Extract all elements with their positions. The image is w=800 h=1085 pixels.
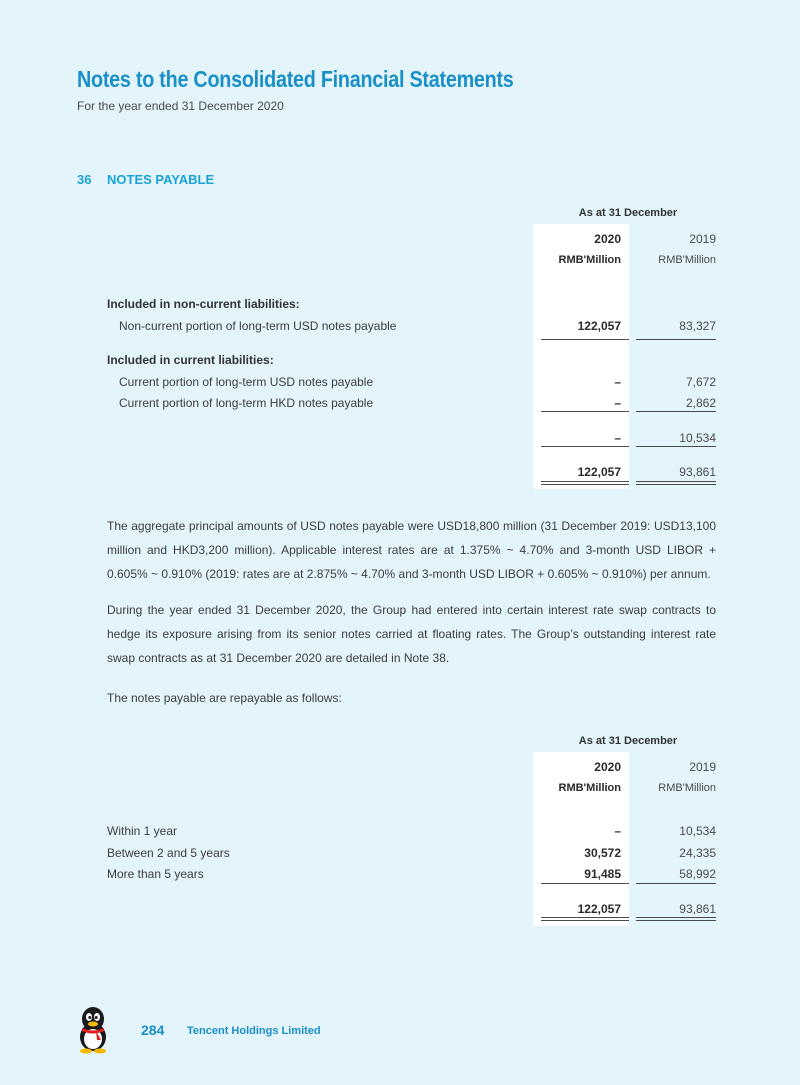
column-unit-2020: RMB'Million [558, 254, 621, 266]
column-unit-2019: RMB'Million [658, 254, 716, 266]
value-2020: 122,057 [577, 319, 621, 333]
row-label: More than 5 years [107, 867, 204, 881]
current-heading: Included in current liabilities: [107, 353, 274, 367]
column-year-2019: 2019 [689, 232, 716, 246]
column-year-2020: 2020 [594, 760, 621, 774]
page-title: Notes to the Consolidated Financial Statements [77, 66, 514, 92]
company-name: Tencent Holdings Limited [187, 1025, 321, 1037]
row-label: Current portion of long-term USD notes payable [119, 375, 374, 389]
section-title: NOTES PAYABLE [107, 172, 215, 187]
non-current-heading: Included in non-current liabilities: [107, 297, 300, 311]
row-label: Non-current portion of long-term USD notes payable [119, 319, 397, 333]
page-subtitle: For the year ended 31 December 2020 [77, 99, 284, 113]
value-2019: 2,862 [685, 396, 716, 410]
value-2019: 7,672 [685, 375, 716, 389]
column-year-2020: 2020 [594, 232, 621, 246]
paragraph-principal-amounts: The aggregate principal amounts of USD notes payable were USD18,800 million (31 December 2019: USD13,100 million and HKD3,200 million). Applicable interest rates are at 1.375% ~ 4.70% and 3-month USD LIBOR + 0.605% ~ 0.910% (2019: rates are at 2.875% ~ 4.70% and 3-month USD LIBOR + 0.605% ~ 0.910%) per annum. [107, 519, 716, 581]
column-unit-2019: RMB'Million [658, 782, 716, 794]
double-rule [541, 917, 629, 921]
value-2020: – [614, 824, 621, 838]
total-2019: 93,861 [679, 465, 716, 479]
value-2019: 10,534 [679, 824, 716, 838]
page-number: 284 [141, 1022, 165, 1038]
rule [541, 883, 629, 884]
rule [541, 446, 629, 447]
rule [636, 339, 716, 340]
row-label: Within 1 year [107, 824, 178, 838]
subtotal-2020: – [614, 431, 621, 445]
value-2020: – [614, 396, 621, 410]
value-2020: – [614, 375, 621, 389]
rule [636, 411, 716, 412]
total-2020: 122,057 [577, 902, 621, 916]
double-rule [541, 481, 629, 485]
rule [636, 883, 716, 884]
column-unit-2020: RMB'Million [558, 782, 621, 794]
column-year-2019: 2019 [689, 760, 716, 774]
section-number: 36 [77, 172, 92, 187]
total-2020: 122,057 [577, 465, 621, 479]
row-label: Between 2 and 5 years [107, 846, 230, 860]
value-2019: 58,992 [679, 867, 716, 881]
row-label: Current portion of long-term HKD notes payable [119, 396, 374, 410]
current-year-column-highlight [533, 752, 629, 926]
rule [541, 411, 629, 412]
value-2019: 83,327 [679, 319, 716, 333]
penguin-mascot-icon [74, 1006, 112, 1054]
value-2020: 91,485 [584, 867, 621, 881]
value-2020: 30,572 [584, 846, 621, 860]
rule [636, 446, 716, 447]
table-group-header: As at 31 December [578, 207, 678, 219]
double-rule [636, 917, 716, 921]
paragraph-interest-rate-swaps: During the year ended 31 December 2020, the Group had entered into certain interest rate swap contracts to hedge its exposure arising from its senior notes carried at floating rates. The Group’s outstanding interest rate swap contracts as at 31 December 2020 are detailed in Note 38. [107, 603, 716, 665]
subtotal-2019: 10,534 [679, 431, 716, 445]
rule [541, 339, 629, 340]
total-2019: 93,861 [679, 902, 716, 916]
value-2019: 24,335 [679, 846, 716, 860]
double-rule [636, 481, 716, 485]
table-group-header: As at 31 December [578, 735, 678, 747]
paragraph-repayable-intro: The notes payable are repayable as follows: [107, 691, 342, 705]
